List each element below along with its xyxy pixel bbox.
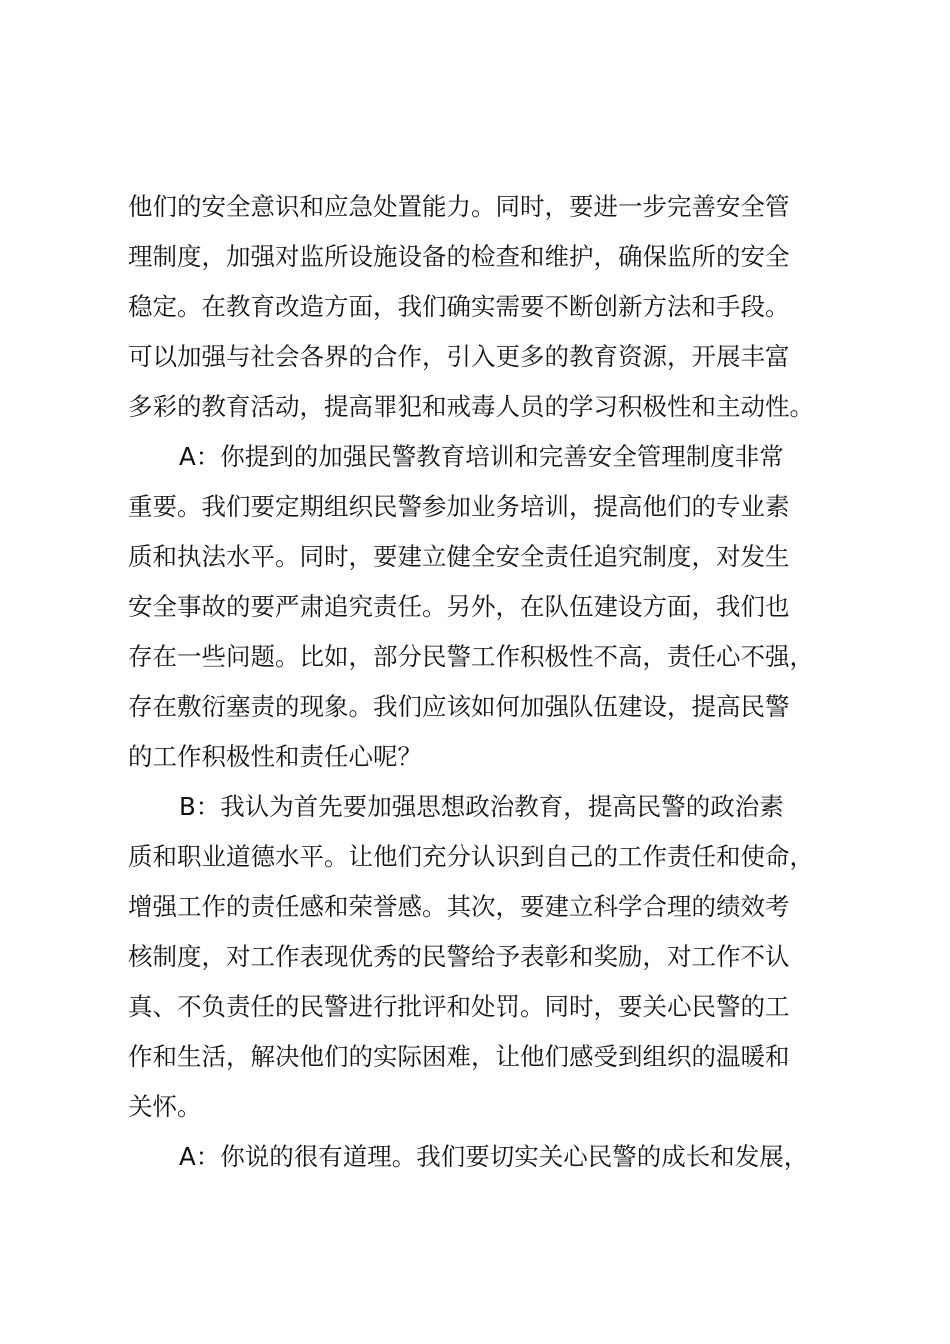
text-line: A：你说的很有道理。我们要切实关心民警的成长和发展， <box>179 1142 809 1171</box>
text-line: 重要。我们要定期组织民警参加业务培训，提高他们的专业素 <box>128 492 790 521</box>
text-line: B：我认为首先要加强思想政治教育，提高民警的政治素 <box>179 792 784 821</box>
text-line: 质和职业道德水平。让他们充分认识到自己的工作责任和使命， <box>128 842 814 871</box>
text-line: 多彩的教育活动，提高罪犯和戒毒人员的学习积极性和主动性。 <box>128 392 814 421</box>
text-line: 增强工作的责任感和荣誉感。其次，要建立科学合理的绩效考 <box>128 892 790 921</box>
text-line: 的工作积极性和责任心呢？ <box>128 742 422 771</box>
text-line: A：你提到的加强民警教育培训和完善安全管理制度非常 <box>179 442 784 471</box>
text-line: 安全事故的要严肃追究责任。另外，在队伍建设方面，我们也 <box>128 592 790 621</box>
text-line: 真、不负责任的民警进行批评和处罚。同时，要关心民警的工 <box>128 992 790 1021</box>
text-line: 可以加强与社会各界的合作，引入更多的教育资源，开展丰富 <box>128 342 790 371</box>
text-line: 关怀。 <box>128 1092 202 1121</box>
text-line: 他们的安全意识和应急处置能力。同时，要进一步完善安全管 <box>128 192 790 221</box>
body-text <box>128 182 828 1182</box>
text-line: 稳定。在教育改造方面，我们确实需要不断创新方法和手段。 <box>128 292 790 321</box>
text-line: 质和执法水平。同时，要建立健全安全责任追究制度，对发生 <box>128 542 790 571</box>
text-line: 存在敷衍塞责的现象。我们应该如何加强队伍建设，提高民警 <box>128 692 790 721</box>
text-line: 理制度，加强对监所设施设备的检查和维护，确保监所的安全 <box>128 242 790 271</box>
text-line: 作和生活，解决他们的实际困难，让他们感受到组织的温暖和 <box>128 1042 790 1071</box>
text-line: 存在一些问题。比如，部分民警工作积极性不高，责任心不强， <box>128 642 814 671</box>
text-line: 核制度，对工作表现优秀的民警给予表彰和奖励，对工作不认 <box>128 942 790 971</box>
